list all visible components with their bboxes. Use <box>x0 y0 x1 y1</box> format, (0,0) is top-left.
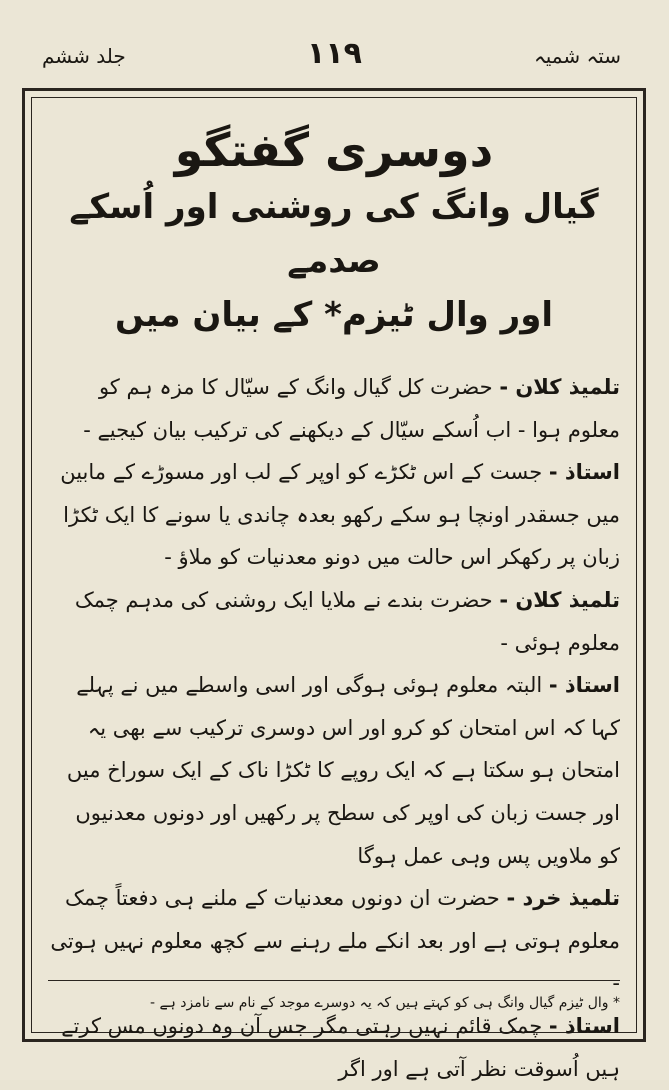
speaker-label: تلمیذ کلان - <box>499 587 620 612</box>
paragraph <box>48 664 620 877</box>
page-frame-inner <box>31 97 637 1081</box>
title-block <box>32 120 636 342</box>
paragraph <box>48 579 620 664</box>
speaker-label: استاذ - <box>548 460 620 485</box>
paragraph-text: جست کے اس ٹکڑے کو اوپر کے لب اور مسوڑے کے مابین میں جسقدر اونچا ہو سکے رکھو بعدہ چاندی یا سونے کا ایک ٹکڑا زبان پر رکھکر اس حالت میں دونو معدنیات کو ملاؤ - <box>60 460 620 570</box>
chapter-subtitle-1: گیال وانگ کی روشنی اور اُسکے صدمے <box>69 187 599 281</box>
speaker-label: استاذ - <box>548 1013 620 1038</box>
footnote-divider <box>48 980 620 981</box>
paragraph-text: حضرت ان دونوں معدنیات کے ملنے ہی دفعتاً چمک معلوم ہوتی ہے اور بعد انکے ملے رہنے سے کچھ معلوم نہیں ہوتی - <box>50 886 620 996</box>
speaker-label: تلمیذ خرد - <box>506 886 620 911</box>
speaker-label: استاذ - <box>548 673 620 698</box>
speaker-label: تلمیذ کلان - <box>499 375 620 399</box>
paragraph <box>48 877 620 1005</box>
paragraph <box>48 366 620 451</box>
paragraph-text: حضرت کل گیال وانگ کے سیّال کا مزہ ہم کو معلوم ہوا - اب اُسکے سیّال کے دیکھنے کی ترکیب بیان کیجیے - <box>83 375 620 442</box>
page-frame <box>22 88 646 1081</box>
paragraph-text: البتہ معلوم ہوئی ہوگی اور اسی واسطے میں نے پہلے کہا کہ اس امتحان کو کرو اور اس دوسری ترکیب سے بھی یہ امتحان ہو سکتا ہے کہ ایک روپے کا ٹکڑا ناک کے ایک سوراخ میں اور جست زبان کی اوپر کی سطح پر رکھیں اور دونوں معدنیوں کو ملاویں پس وہی عمل ہوگا <box>66 673 620 868</box>
chapter-subtitle-2: اور وال ٹیزم* کے بیان میں <box>115 295 553 335</box>
page-number: ۱۱۹ <box>307 36 362 71</box>
paragraph-text: چمک قائم نہیں رہتی مگر جس آن وہ دونوں مس کرتے ہیں اُسوقت نظر آتی ہے اور اگر <box>61 1013 620 1081</box>
page-header <box>30 38 639 82</box>
paragraph <box>48 451 620 579</box>
body-text <box>48 366 620 1090</box>
header-volume: جلد ششم <box>42 44 126 68</box>
paragraph-text: حضرت بندے نے ملایا ایک روشنی کی مدہم چمک معلوم ہوئی - <box>74 587 620 655</box>
header-book-title: ستہ شمیہ <box>534 44 621 68</box>
chapter-title: دوسری گفتگو <box>174 123 494 177</box>
footnote: * وال ٹیزم گیال وانگ ہی کو کہتے ہیں کہ یہ دوسرے موجد کے نام سے نامزد ہے - <box>149 995 620 1011</box>
paragraph <box>48 1005 620 1090</box>
